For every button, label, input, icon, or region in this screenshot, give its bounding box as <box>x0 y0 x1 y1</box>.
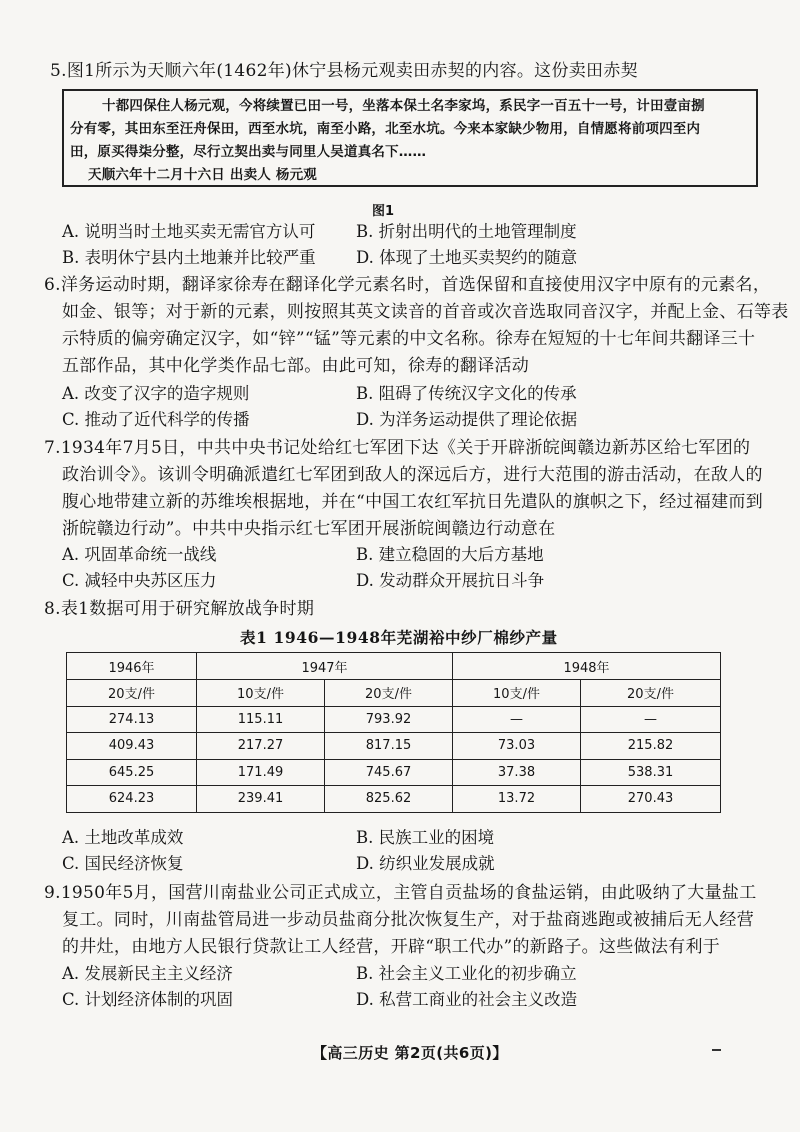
unit-header: 20支/件 <box>325 680 453 707</box>
year-header: 1946年 <box>67 653 197 680</box>
table-cell: 217.27 <box>197 733 325 760</box>
table-cell: 115.11 <box>197 706 325 733</box>
unit-header: 20支/件 <box>67 680 197 707</box>
q9-line-3: 的井灶，由地方人民银行贷款让工人经营，开辟“职工代办”的新路子。这些做法有利于 <box>62 937 721 957</box>
table-cell: 793.92 <box>325 706 453 733</box>
q6-line-1: 6.洋务运动时期，翻译家徐寿在翻译化学元素名时，首选保留和直接使用汉字中原有的元素名， <box>44 275 771 295</box>
table-cell: 37.38 <box>453 759 581 786</box>
table-cell: — <box>581 706 721 733</box>
table-year-header-row <box>67 653 721 680</box>
table-cell: 239.41 <box>197 786 325 813</box>
table-row <box>67 759 721 786</box>
table-cell: 538.31 <box>581 759 721 786</box>
q7-line-2: 政治训令》。该训令明确派遣红七军团到敌人的深远后方，进行大范围的游击活动，在敌人的 <box>62 465 763 485</box>
year-header: 1947年 <box>197 653 453 680</box>
q6-line-3: 示特质的偏旁确定汉字，如“锌”“锰”等元素的中文名称。徐寿在短短的十七年间共翻译三十 <box>62 329 756 349</box>
unit-header: 20支/件 <box>581 680 721 707</box>
table-cell: 171.49 <box>197 759 325 786</box>
contract-line-2: 分有零，其田东至汪舟保田，西至水坑，南至小路，北至水坑。今来本家缺少物用，自情愿将前项四至内 <box>70 121 701 137</box>
q9-option-a[interactable]: A. 发展新民主主义经济 <box>62 964 233 983</box>
table-subheader-row <box>67 680 721 707</box>
q9-option-c[interactable]: C. 计划经济体制的巩固 <box>62 990 234 1009</box>
table-cell: 215.82 <box>581 733 721 760</box>
contract-line-3: 田，原买得柒分整，尽行立契出卖与同里人吴道真名下…… <box>70 144 427 160</box>
contract-signature-line: 天顺六年十二月十六日 出卖人 杨元观 <box>88 167 317 183</box>
q6-option-c[interactable]: C. 推动了近代科学的传播 <box>62 410 250 429</box>
table-title: 表1 1946—1948年芜湖裕中纱厂棉纱产量 <box>240 628 558 647</box>
table-cell: 409.43 <box>67 733 197 760</box>
q6-line-2: 如金、银等；对于新的元素，则按照其英文读音的首音或次音选取同音汉字，并配上金、石等表 <box>62 302 789 322</box>
q5-option-c[interactable]: B. 表明休宁县内土地兼并比较严重 <box>62 248 316 267</box>
q7-line-1: 7.1934年7月5日，中共中央书记处给红七军团下达《关于开辟浙皖闽赣边新苏区给七军团的 <box>44 438 751 458</box>
q8-option-a[interactable]: A. 土地改革成效 <box>62 828 184 847</box>
table-cell: 817.15 <box>325 733 453 760</box>
year-header: 1948年 <box>453 653 721 680</box>
q6-option-b[interactable]: B. 阻碍了传统汉字文化的传承 <box>356 384 577 403</box>
unit-header: 10支/件 <box>453 680 581 707</box>
q8-option-d[interactable]: D. 纺织业发展成就 <box>356 854 495 873</box>
q9-option-d[interactable]: D. 私营工商业的社会主义改造 <box>356 990 578 1009</box>
q8-option-c[interactable]: C. 国民经济恢复 <box>62 854 184 873</box>
page-footer: 【高三历史 第2页(共6页)】 <box>312 1044 508 1062</box>
q5-option-d[interactable]: D. 体现了土地买卖契约的随意 <box>356 248 578 267</box>
q9-option-b[interactable]: B. 社会主义工业化的初步确立 <box>356 964 577 983</box>
q6-option-a[interactable]: A. 改变了汉字的造字规则 <box>62 384 250 403</box>
table-cell: 13.72 <box>453 786 581 813</box>
table-cell: 745.67 <box>325 759 453 786</box>
table-row <box>67 706 721 733</box>
q5-stem: 5.图1所示为天顺六年(1462年)休宁县杨元观卖田赤契的内容。这份卖田赤契 <box>50 61 638 81</box>
q7-option-d[interactable]: D. 发动群众开展抗日斗争 <box>356 571 545 590</box>
table-cell: 825.62 <box>325 786 453 813</box>
q8-option-b[interactable]: B. 民族工业的困境 <box>356 828 495 847</box>
margin-mark <box>712 1049 721 1051</box>
cotton-yarn-table <box>66 652 721 813</box>
q7-line-4: 浙皖赣边行动”。中共中央指示红七军团开展浙皖闽赣边行动意在 <box>62 519 556 539</box>
table-cell: 624.23 <box>67 786 197 813</box>
unit-header: 10支/件 <box>197 680 325 707</box>
q5-option-b[interactable]: B. 折射出明代的土地管理制度 <box>356 222 577 241</box>
q6-line-4: 五部作品，其中化学类作品七部。由此可知，徐寿的翻译活动 <box>62 356 530 376</box>
q7-line-3: 腹心地带建立新的苏维埃根据地，并在“中国工农红军抗日先遣队的旗帜之下，经过福建而到 <box>62 492 763 512</box>
q7-option-b[interactable]: B. 建立稳固的大后方基地 <box>356 545 544 564</box>
figure-caption: 图1 <box>372 204 395 219</box>
q6-option-d[interactable]: D. 为洋务运动提供了理论依据 <box>356 410 578 429</box>
q8-stem: 8.表1数据可用于研究解放战争时期 <box>44 599 315 619</box>
q7-option-a[interactable]: A. 巩固革命统一战线 <box>62 545 217 564</box>
q5-option-a[interactable]: A. 说明当时土地买卖无需官方认可 <box>62 222 316 241</box>
table-cell: — <box>453 706 581 733</box>
q9-line-2: 复工。同时，川南盐管局进一步动员盐商分批次恢复生产，对于盐商逃跑或被捕后无人经营 <box>62 910 754 930</box>
table-cell: 73.03 <box>453 733 581 760</box>
q9-line-1: 9.1950年5月，国营川南盐业公司正式成立，主管自贡盐场的食盐运销，由此吸纳了大量盐工 <box>44 883 757 903</box>
table-cell: 645.25 <box>67 759 197 786</box>
table-row <box>67 786 721 813</box>
contract-line-1: 十都四保住人杨元观，今将续置已田一号，坐落本保土名李家坞，系民字一百五十一号，计田壹亩捌 <box>102 98 705 114</box>
contract-box <box>62 89 758 187</box>
table-row <box>67 733 721 760</box>
table-cell: 270.43 <box>581 786 721 813</box>
table-cell: 274.13 <box>67 706 197 733</box>
q7-option-c[interactable]: C. 减轻中央苏区压力 <box>62 571 217 590</box>
